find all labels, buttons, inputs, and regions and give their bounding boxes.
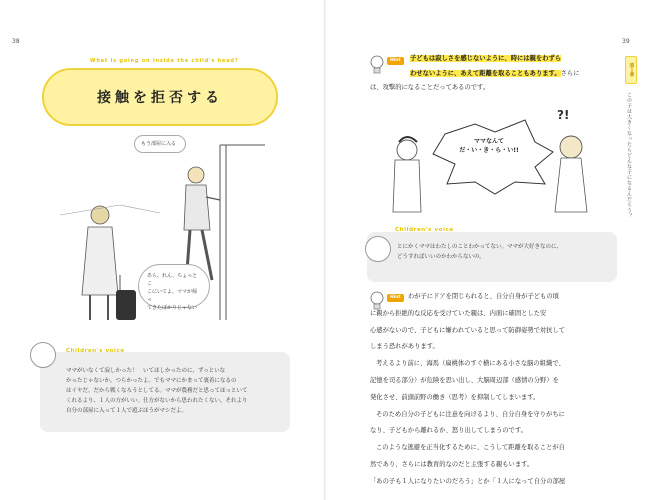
childrens-voice-text: ママがいなくて寂しかった！ いてほしかったのに、ずっといな かったじゃないか。つらかったよ。でもママにかまって裏着になるの はイヤだ。だから戦くなろうとしてる。ママが農務だと思ってほっといて くれるより、１人の方がいい。仕方がないから思われたくない。それより 自分の部屋に入って１人で遊ぶほうがマシだよ。 (66, 368, 248, 414)
section-subtitle-en: What is going on inside the child's head? (90, 58, 239, 64)
childrens-voice-text-2: とにかくママはわたしのことわかってない。ママが大好きなのに、 どうすればいいのかわからないの。 (397, 244, 563, 260)
shouting-child-illustration (385, 112, 595, 217)
child-girl-avatar (365, 236, 391, 262)
chapter-tab: 第１章 (625, 56, 637, 84)
child-avatar (30, 342, 56, 368)
page-number-right: 39 (622, 38, 630, 45)
page-number-left: 38 (12, 38, 20, 45)
speech-bubble-boy: もう部屋に入る (134, 135, 186, 153)
surprise-mark: ?! (557, 108, 570, 122)
running-vertical-title: この子は大きくなったらどんな子になるんだろう？ (626, 92, 632, 219)
hint-paragraph-1: 子どもは寂しさを感じないように、時には親をわずら わせないように、あえて距離を取ることもあります。さらに (410, 55, 580, 77)
speech-bubble-mom: あら、れん、ちょっとこ こにいてよ。ママが帰っ てきたばかりじゃない (138, 264, 210, 308)
hint-paragraph-1-line3: は、攻撃的になることだってあるのです。 (370, 84, 490, 91)
right-page (325, 0, 650, 500)
shout-text: ママなんて だ・い・き・ら・い!! (459, 138, 519, 154)
childrens-voice-label-2: Children's voice (395, 227, 454, 233)
childrens-voice-label: Children's voice (66, 348, 125, 354)
hint-tag: Hint (387, 57, 404, 65)
body-paragraphs: わが子にドアを閉じられると、自分自身が子どもの頃 に親から拒絶的な反応を受けていた親は、内面に確固とした安 心感がないので、子どもに嫌われていると思って防御姿勢で対抗して しまう恐れがあります。 考えるより前に、海馬（扁桃体のすぐ横にある小さな脳の組織で、 記憶を司る部分）が危険を思い出し、大脳周辺部（感情の分野）を 発化させ、前頭前野の働き（思考）を抑制してしまいます。 そのため自分の子どもに注意を向けるより、自分自身を守りがちに なり、子どもから離れるか、怒り出してしまうのです。 このような逃避を正当化するために、こうして距離を取ることが自 然であり、さらには教育的なのだと主張する親もいます。 「あの子も１人になりたいのだろう」とか「１人になって自分の部屋 (370, 293, 566, 485)
section-title: 接触を拒否する (97, 90, 223, 106)
lightbulb-icon (369, 54, 385, 76)
hint-tag-2: Hint (387, 294, 404, 302)
